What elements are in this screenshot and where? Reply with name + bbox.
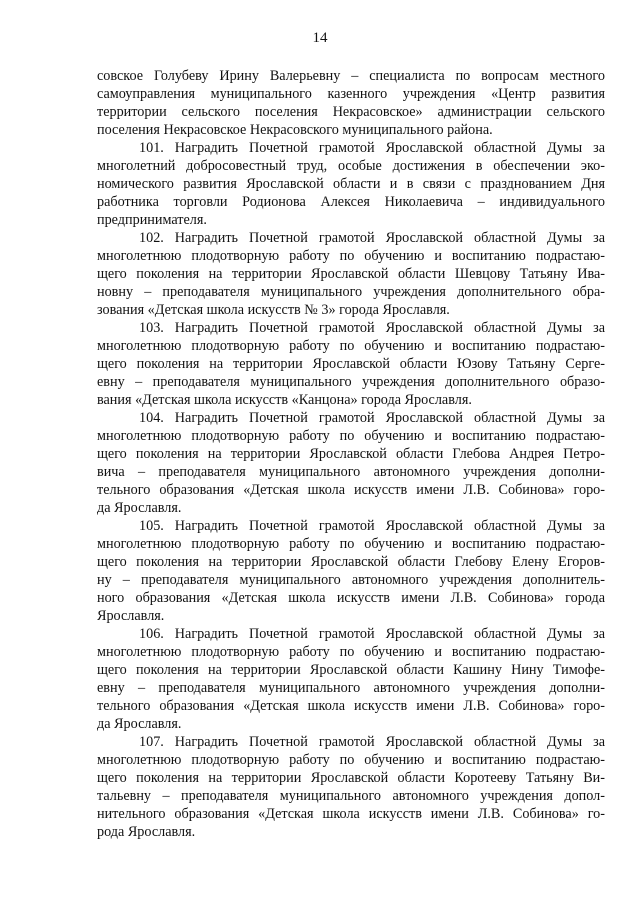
- text-line: самоуправления муниципального казенного учреждения «Центр развития: [97, 86, 605, 102]
- text-line: предпринимателя.: [97, 212, 207, 228]
- text-line: щего поколения на территории Ярославской области Глебова Андрея Петро-: [97, 446, 605, 462]
- text-line: 106. Наградить Почетной грамотой Ярославской областной Думы за: [139, 626, 605, 642]
- text-line: да Ярославля.: [97, 500, 182, 516]
- text-line: тельного образования «Детская школа искусств имени Л.В. Собинова» горо-: [97, 482, 605, 498]
- text-line: щего поколения на территории Ярославской области Глебову Елену Егоров-: [97, 554, 605, 570]
- text-line: многолетний добросовестный труд, особые достижения в обеспечении эко-: [97, 158, 605, 174]
- text-line: многолетнюю плодотворную работу по обучению и воспитанию подрастаю-: [97, 338, 605, 354]
- text-line: тальевну – преподавателя муниципального автономного учреждения допол-: [97, 788, 605, 804]
- text-line: 105. Наградить Почетной грамотой Ярославской областной Думы за: [139, 518, 605, 534]
- text-line: щего поколения на территории Ярославской области Шевцову Татьяну Ива-: [97, 266, 605, 282]
- text-line: щего поколения на территории Ярославской области Коротееву Татьяну Ви-: [97, 770, 605, 786]
- text-line: многолетнюю плодотворную работу по обучению и воспитанию подрастаю-: [97, 644, 605, 660]
- text-line: да Ярославля.: [97, 716, 182, 732]
- text-line: многолетнюю плодотворную работу по обучению и воспитанию подрастаю-: [97, 428, 605, 444]
- text-line: ного образования «Детская школа искусств имени Л.В. Собинова» города: [97, 590, 605, 606]
- document-body: [97, 67, 605, 841]
- text-line: евну – преподавателя муниципального автономного учреждения дополни-: [97, 680, 605, 696]
- text-line: 103. Наградить Почетной грамотой Ярославской областной Думы за: [139, 320, 605, 336]
- text-line: евну – преподавателя муниципального учреждения дополнительного образо-: [97, 374, 605, 390]
- text-line: поселения Некрасовское Некрасовского муниципального района.: [97, 122, 493, 138]
- text-line: ну – преподавателя муниципального автономного учреждения дополнитель-: [97, 572, 605, 588]
- paragraph-100-continuation: [97, 67, 605, 139]
- text-line: многолетнюю плодотворную работу по обучению и воспитанию подрастаю-: [97, 536, 605, 552]
- text-line: Ярославля.: [97, 608, 165, 624]
- paragraph-106: [97, 625, 605, 733]
- text-line: 104. Наградить Почетной грамотой Ярославской областной Думы за: [139, 410, 605, 426]
- text-line: щего поколения на территории Ярославской области Кашину Нину Тимофе-: [97, 662, 605, 678]
- text-line: 102. Наградить Почетной грамотой Ярославской областной Думы за: [139, 230, 605, 246]
- text-line: 107. Наградить Почетной грамотой Ярославской областной Думы за: [139, 734, 605, 750]
- paragraph-104: [97, 409, 605, 517]
- paragraph-103: [97, 319, 605, 409]
- paragraph-102: [97, 229, 605, 319]
- text-line: вания «Детская школа искусств «Канцона» города Ярославля.: [97, 392, 472, 408]
- text-line: новну – преподавателя муниципального учреждения дополнительного обра-: [97, 284, 605, 300]
- text-line: совское Голубеву Ирину Валерьевну – специалиста по вопросам местного: [97, 68, 605, 84]
- text-line: многолетнюю плодотворную работу по обучению и воспитанию подрастаю-: [97, 752, 605, 768]
- text-line: нительного образования «Детская школа искусств имени Л.В. Собинова» го-: [97, 806, 605, 822]
- paragraph-107: [97, 733, 605, 841]
- paragraph-105: [97, 517, 605, 625]
- page-number: 14: [312, 30, 328, 46]
- text-line: зования «Детская школа искусств № 3» города Ярославля.: [97, 302, 450, 318]
- paragraph-101: [97, 139, 605, 229]
- text-line: работника торговли Родионова Алексея Николаевича – индивидуального: [97, 194, 605, 210]
- text-line: территории сельского поселения Некрасовское» администрации сельского: [97, 104, 605, 120]
- text-line: многолетнюю плодотворную работу по обучению и воспитанию подрастаю-: [97, 248, 605, 264]
- text-line: вича – преподавателя муниципального автономного учреждения дополни-: [97, 464, 605, 480]
- text-line: тельного образования «Детская школа искусств имени Л.В. Собинова» горо-: [97, 698, 605, 714]
- text-line: щего поколения на территории Ярославской области Юзову Татьяну Серге-: [97, 356, 605, 372]
- text-line: 101. Наградить Почетной грамотой Ярославской областной Думы за: [139, 140, 605, 156]
- text-line: рода Ярославля.: [97, 824, 196, 840]
- text-line: номического развития Ярославской области и в связи с празднованием Дня: [97, 176, 605, 192]
